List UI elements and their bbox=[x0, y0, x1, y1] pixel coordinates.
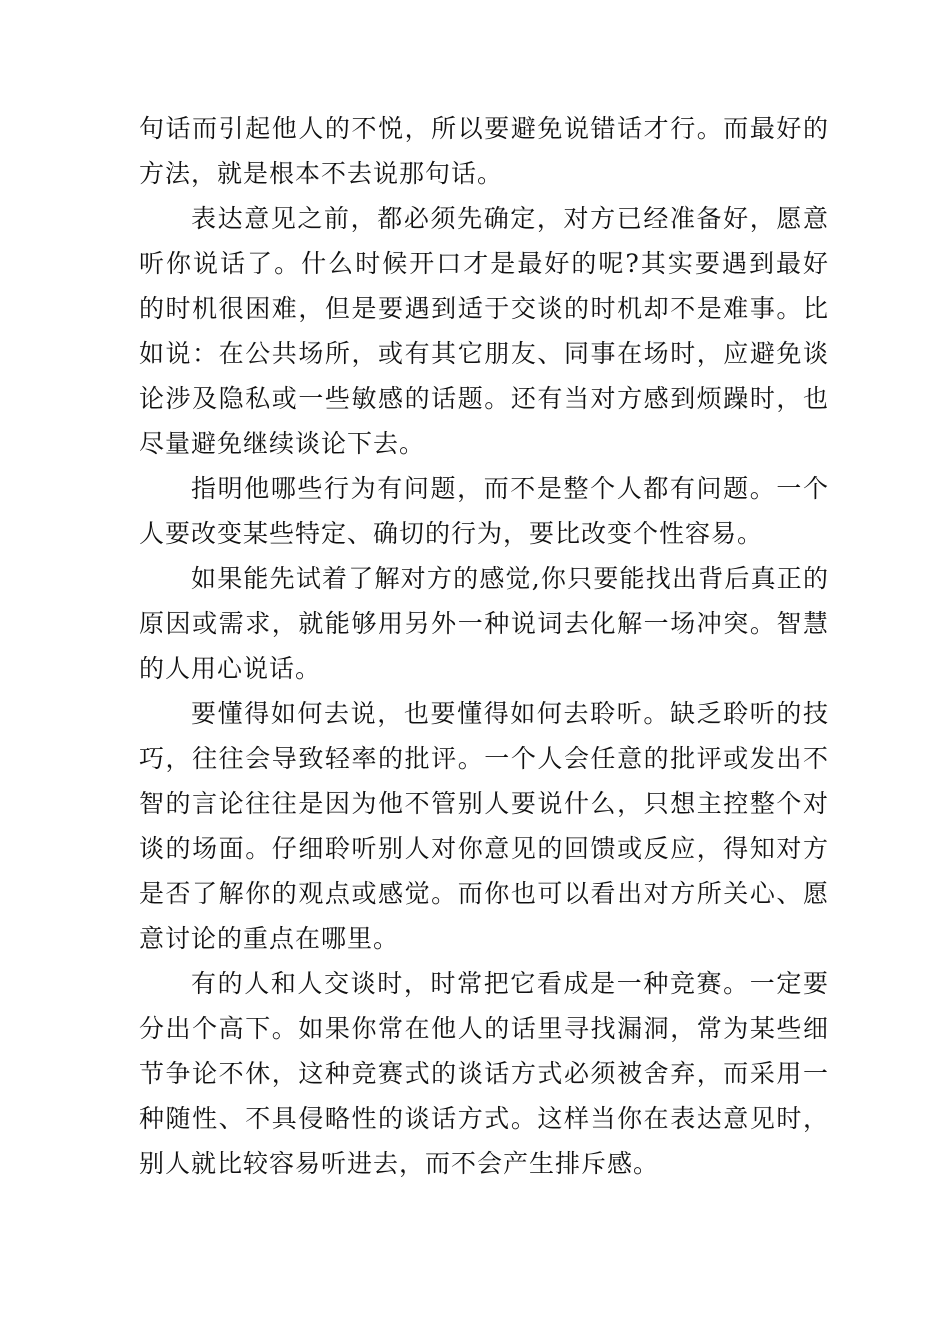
document-page bbox=[139, 106, 829, 1186]
paragraph-competition: 有的人和人交谈时，时常把它看成是一种竞赛。一定要分出个高下。如果你常在他人的话里寻找漏洞，常为某些细节争论不休，这种竞赛式的谈话方式必须被舍弃，而采用一种随性、不具侵略性的谈话方式。这样当你在表达意见时，别人就比较容易听进去，而不会产生排斥感。 bbox=[139, 969, 829, 1178]
paragraph-behavior: 指明他哪些行为有问题，而不是整个人都有问题。一个人要改变某些特定、确切的行为，要比改变个性容易。 bbox=[139, 474, 829, 548]
paragraph-continuation: 句话而引起他人的不悦，所以要避免说错话才行。而最好的方法，就是根本不去说那句话。 bbox=[139, 114, 829, 188]
paragraph-timing: 表达意见之前，都必须先确定，对方已经准备好，愿意听你说话了。什么时候开口才是最好的呢?其实要遇到最好的时机很困难，但是要遇到适于交谈的时机却不是难事。比如说：在公共场所，或有其它朋友、同事在场时，应避免谈论涉及隐私或一些敏感的话题。还有当对方感到烦躁时，也尽量避免继续谈论下去。 bbox=[139, 204, 829, 458]
paragraph-feelings: 如果能先试着了解对方的感觉,你只要能找出背后真正的原因或需求，就能够用另外一种说词去化解一场冲突。智慧的人用心说话。 bbox=[139, 564, 829, 683]
paragraph-listening: 要懂得如何去说，也要懂得如何去聆听。缺乏聆听的技巧，往往会导致轻率的批评。一个人会任意的批评或发出不智的言论往往是因为他不管别人要说什么，只想主控整个对谈的场面。仔细聆听别人对你意见的回馈或反应，得知对方是否了解你的观点或感觉。而你也可以看出对方所关心、愿意讨论的重点在哪里。 bbox=[139, 699, 829, 953]
